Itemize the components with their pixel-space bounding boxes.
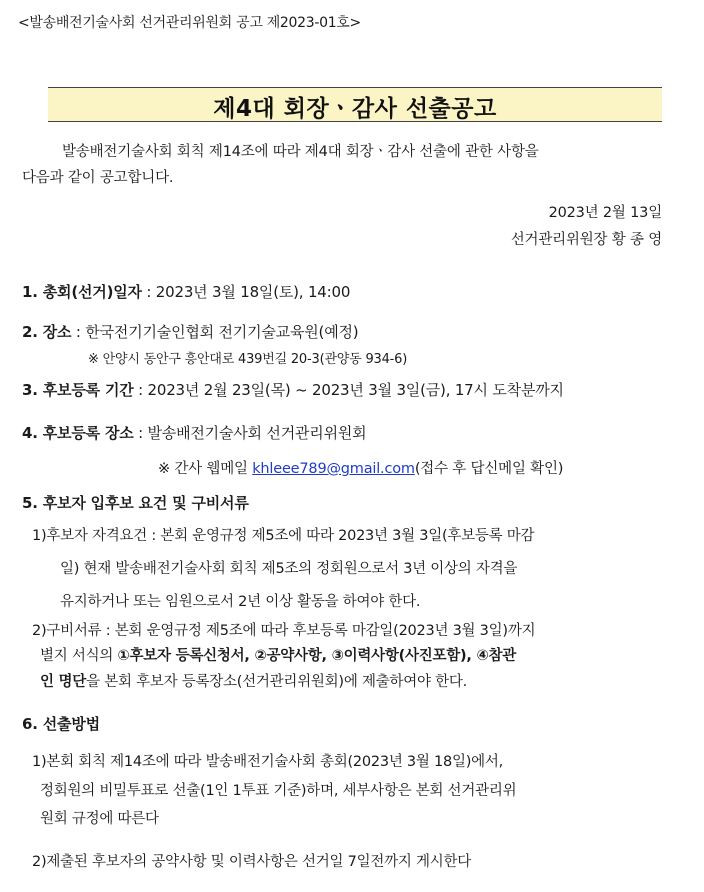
section-2: [22, 321, 358, 342]
section-3: [22, 379, 564, 400]
section-4: [22, 422, 366, 443]
s6-item1-line1: 1)본회 회칙 제14조에 따라 발송배전기술사회 총회(2023년 3월 18일)에서,: [32, 754, 504, 770]
required-documents-list: ①후보자 등록신청서, ②공약사항, ③이력사항(사진포함), ④참관: [117, 648, 516, 664]
notice-number: <발송배전기술사회 선거관리위원회 공고 제2023-01호>: [18, 15, 361, 31]
s5-item2-line2-prefix: 별지 서식의: [40, 648, 118, 664]
email-note-suffix: (접수 후 답신메일 확인): [414, 461, 564, 477]
s5-item1-line3: 유지하거나 또는 임원으로서 2년 이상 활동을 하여야 한다.: [60, 594, 421, 610]
s5-item2-line3-rest: 을 본회 후보자 등록장소(선거관리위원회)에 제출하여야 한다.: [86, 674, 467, 690]
section-4-email-note: [158, 457, 563, 478]
notice-date: 2023년 2월 13일: [548, 205, 662, 221]
s6-item1-line2: 정회원의 비밀투표로 선출(1인 1투표 기준)하며, 세부사항은 본회 선거관리위: [40, 783, 517, 799]
email-note-prefix: ※ 간사 웹메일: [158, 461, 253, 477]
s6-item1-line3: 원회 규정에 따른다: [40, 811, 159, 827]
section-1: [22, 281, 350, 302]
s5-item1-line2: 일) 현재 발송배전기술사회 회칙 제5조의 정회원으로서 3년 이상의 자격을: [60, 561, 518, 577]
section-2-address-note: ※ 안양시 동안구 흥안대로 439번길 20-3(관양동 934-6): [88, 352, 408, 367]
section-6-label: 6. 선출방법: [22, 715, 100, 733]
section-4-label: 4. 후보등록 장소: [22, 424, 134, 442]
section-3-text: : 2023년 2월 23일(목) ~ 2023년 3월 3일(금), 17시 도착분까지: [133, 381, 564, 399]
section-4-text: : 발송배전기술사회 선거관리위원회: [133, 424, 367, 442]
section-1-text: : 2023년 3월 18일(토), 14:00: [141, 283, 351, 301]
section-6: [22, 713, 100, 734]
s5-item1-line1: 1)후보자 자격요건 : 본회 운영규정 제5조에 따라 2023년 3월 3일(후보등록 마감: [32, 528, 535, 544]
s5-item2-line2: [40, 644, 516, 665]
page-title: 제4대 회장ㆍ감사 선출공고: [213, 96, 497, 122]
intro-line-1: 발송배전기술사회 회칙 제14조에 따라 제4대 회장ㆍ감사 선출에 관한 사항을: [62, 144, 539, 160]
s5-item2-line1: 2)구비서류 : 본회 운영규정 제5조에 따라 후보등록 마감일(2023년 3월 3일)까지: [32, 623, 536, 639]
section-2-label: 2. 장소: [22, 323, 72, 341]
section-1-label: 1. 총회(선거)일자: [22, 283, 142, 301]
notice-signer: 선거관리위원장 황 종 영: [510, 232, 662, 248]
secretary-email-link[interactable]: khleee789@gmail.com: [252, 461, 415, 477]
section-3-label: 3. 후보등록 기간: [22, 381, 134, 399]
required-documents-list-end: 인 명단: [40, 674, 87, 690]
section-2-text: : 한국전기기술인협회 전기기술교육원(예정): [71, 323, 359, 341]
intro-line-2: 다음과 같이 공고합니다.: [22, 170, 174, 186]
s6-item2-line1: 2)제출된 후보자의 공약사항 및 이력사항은 선거일 7일전까지 게시한다: [32, 854, 472, 870]
section-5-label: 5. 후보자 입후보 요건 및 구비서류: [22, 494, 249, 512]
section-5: [22, 492, 249, 513]
s5-item2-line3: [40, 670, 467, 691]
title-banner: [48, 87, 662, 122]
